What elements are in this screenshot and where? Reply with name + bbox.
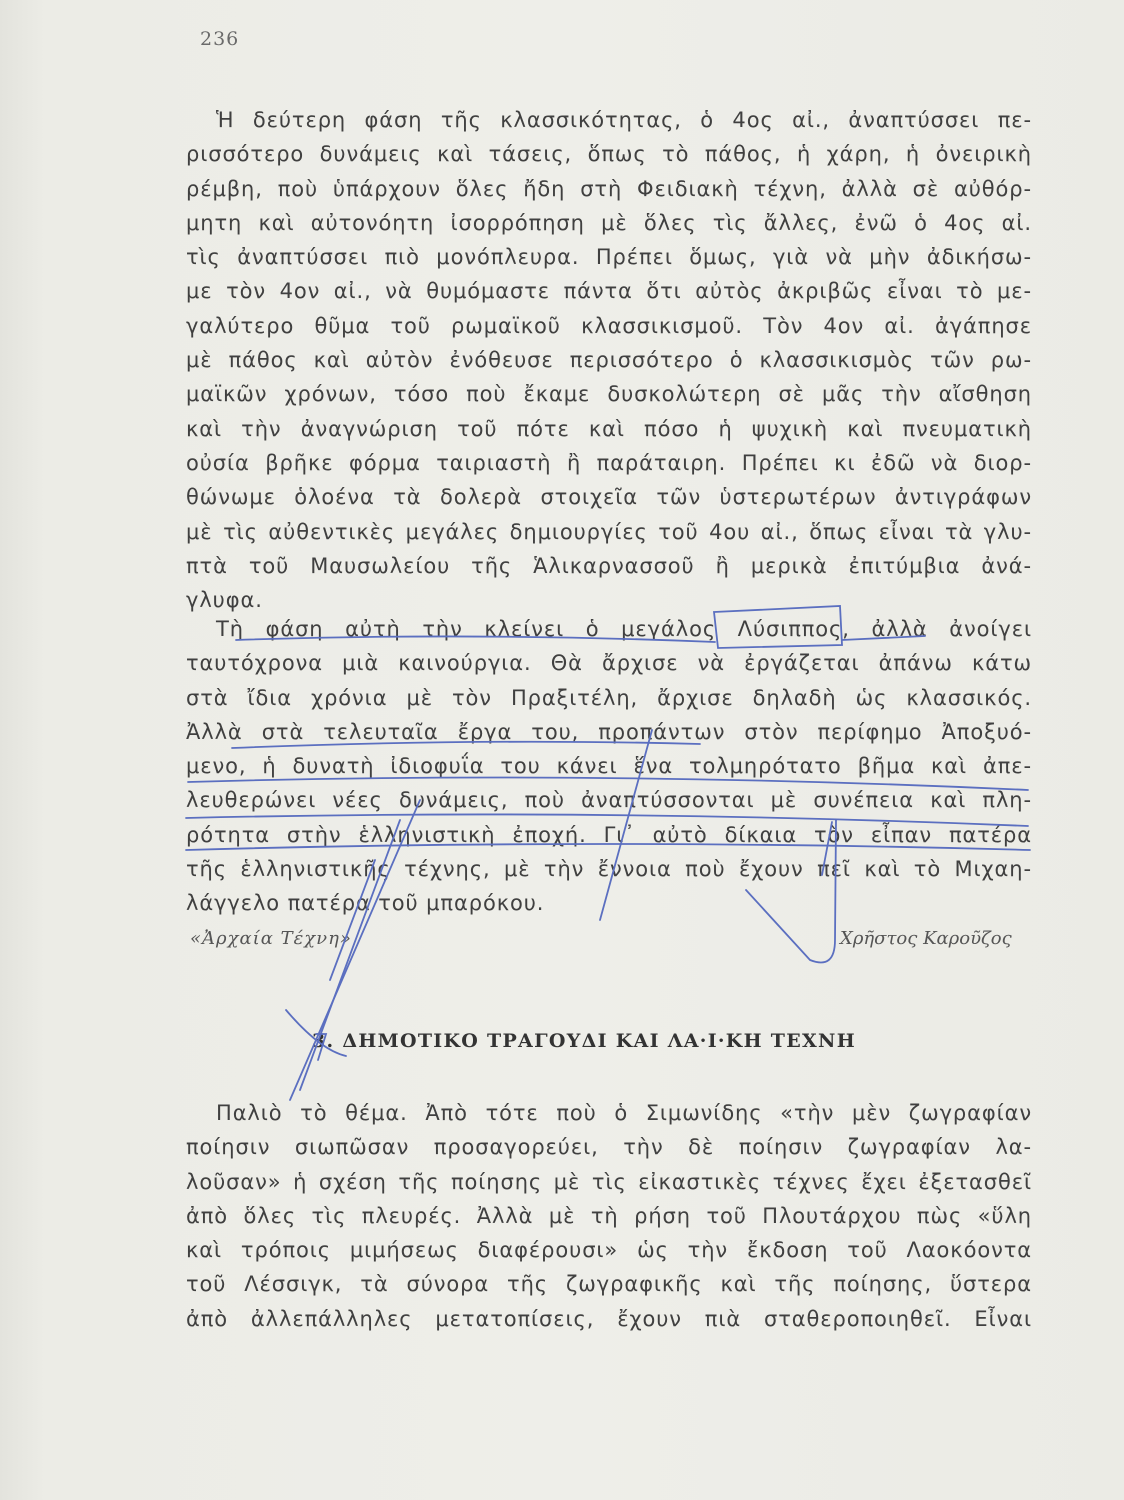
source-citation: «Ἀρχαία Τέχνη» <box>190 928 352 949</box>
text-line: τὶς ἀναπτύσσει πιὸ μονόπλευρα. Πρέπει ὅμως, γιὰ νὰ μὴν ἀδικήσω- <box>186 245 1032 270</box>
author-name: Χρῆστος Καροῦζος <box>840 928 1012 949</box>
text-line: ποίησιν σιωπῶσαν προσαγορεύει, τὴν δὲ ποίησιν ζωγραφίαν λα- <box>186 1135 1032 1160</box>
paragraph-2 <box>186 612 1032 921</box>
text-line: Παλιὸ τὸ θέμα. Ἀπὸ τότε ποὺ ὁ Σιμωνίδης «τὴν μὲν ζωγραφίαν <box>216 1101 1032 1125</box>
text-line: μητη καὶ αὐτονόητη ἰσορρόπηση μὲ ὅλες τὶς ἄλλες, ἐνῶ ὁ 4ος αἰ. <box>186 210 1032 235</box>
text-line: ρότητα στὴν ἑλληνιστικὴ ἐποχή. Γι᾿ αὐτὸ δίκαια τὸν εἶπαν πατέρα <box>186 822 1032 847</box>
section-heading: 3. ΔΗΜΟΤΙΚΟ ΤΡΑΓΟΥΔΙ ΚΑΙ ΛΑ·Ι·ΚΗ ΤΕΧΝΗ <box>312 1030 856 1052</box>
text-line: γαλύτερο θῦμα τοῦ ρωμαϊκοῦ κλασσικισμοῦ. Τὸν 4ον αἰ. ἀγάπησε <box>186 313 1032 338</box>
text-line: πτὰ τοῦ Μαυσωλείου τῆς Ἁλικαρνασσοῦ ἢ μερικὰ ἐπιτύμβια ἀνά- <box>186 553 1032 578</box>
text-line: στὰ ἴδια χρόνια μὲ τὸν Πραξιτέλη, ἄρχισε δηλαδὴ ὡς κλασσικός. <box>186 685 1032 710</box>
text-line: καὶ τρόποις μιμήσεως διαφέρουσι» ὡς τὴν ἔκδοση τοῦ Λαοκόοντα <box>186 1238 1032 1263</box>
text-line: καὶ τὴν ἀναγνώριση τοῦ πότε καὶ πόσο ἡ ψυχικὴ καὶ πνευματικὴ <box>186 416 1032 441</box>
text-line: με τὸν 4ον αἰ., νὰ θυμόμαστε πάντα ὅτι αὐτὸς ἀκριβῶς εἶναι τὸ με- <box>186 279 1032 304</box>
text-line: Ἀλλὰ στὰ τελευταῖα ἔργα του, προπάντων στὸν περίφημο Ἀποξυό- <box>186 719 1032 744</box>
text-line: μὲ πάθος καὶ αὐτὸν ἐνόθευσε περισσότερο ὁ κλασσικισμὸς τῶν ρω- <box>186 348 1032 373</box>
text-line: μενο, ἡ δυνατὴ ἰδιοφυΐα του κάνει ἕνα τολμηρότατο βῆμα καὶ ἀπε- <box>186 754 1032 779</box>
text-line: λευθερώνει νέες δυνάμεις, ποὺ ἀναπτύσσονται μὲ συνέπεια καὶ πλη- <box>186 788 1032 813</box>
text-line: λοῦσαν» ἡ σχέση τῆς ποίησης μὲ τὶς εἰκαστικὲς τέχνες ἔχει ἐξετασθεῖ <box>186 1169 1032 1194</box>
text-line: ἀπὸ ὅλες τὶς πλευρές. Ἀλλὰ μὲ τὴ ρήση τοῦ Πλουτάρχου πὼς «ὕλη <box>186 1203 1032 1228</box>
text-line: τῆς ἑλληνιστικῆς τέχνης, μὲ τὴν ἔννοια ποὺ ἔχουν πεῖ καὶ τὸ Μιχαη- <box>186 857 1032 882</box>
text-line: μαϊκῶν χρόνων, τόσο ποὺ ἔκαμε δυσκολώτερη σὲ μᾶς τὴν αἴσθηση <box>186 382 1032 407</box>
text-line: ρισσότερο δυνάμεις καὶ τάσεις, ὅπως τὸ πάθος, ἡ χάρη, ἡ ὀνειρικὴ <box>186 142 1032 167</box>
text-line: λάγγελο πατέρα τοῦ μπαρόκου. <box>186 891 545 916</box>
text-line: γλυφα. <box>186 588 263 613</box>
text-line: ταυτόχρονα μιὰ καινούργια. Θὰ ἄρχισε νὰ ἐργάζεται ἀπάνω κάτω <box>186 651 1032 676</box>
text-line: θώνωμε ὁλοένα τὰ δολερὰ στοιχεῖα τῶν ὑστερωτέρων ἀντιγράφων <box>186 485 1032 510</box>
text-line: Ἡ δεύτερη φάση τῆς κλασσικότητας, ὁ 4ος αἰ., ἀναπτύσσει πε- <box>216 108 1032 132</box>
page-number: 236 <box>200 28 240 50</box>
text-line: οὐσία βρῆκε φόρμα ταιριαστὴ ἢ παράταιρη. Πρέπει κι ἐδῶ νὰ διορ- <box>186 450 1032 475</box>
paragraph-1 <box>186 103 1032 617</box>
text-line: ρέμβη, ποὺ ὑπάρχουν ὅλες ἤδη στὴ Φειδιακὴ τέχνη, ἀλλὰ σὲ αὐθόρ- <box>186 176 1032 201</box>
text-line: Τὴ φάση αὐτὴ τὴν κλείνει ὁ μεγάλος Λύσιππος, ἀλλὰ ἀνοίγει <box>216 617 1032 641</box>
paragraph-3 <box>186 1096 1032 1336</box>
text-line: τοῦ Λέσσιγκ, τὰ σύνορα τῆς ζωγραφικῆς καὶ τῆς ποίησης, ὕστερα <box>186 1272 1032 1297</box>
text-line: ἀπὸ ἀλλεπάλληλες μετατοπίσεις, ἔχουν πιὰ σταθεροποιηθεῖ. Εἶναι <box>186 1306 1032 1331</box>
text-line: μὲ τὶς αὐθεντικὲς μεγάλες δημιουργίες τοῦ 4ου αἰ., ὅπως εἶναι τὰ γλυ- <box>186 519 1032 544</box>
